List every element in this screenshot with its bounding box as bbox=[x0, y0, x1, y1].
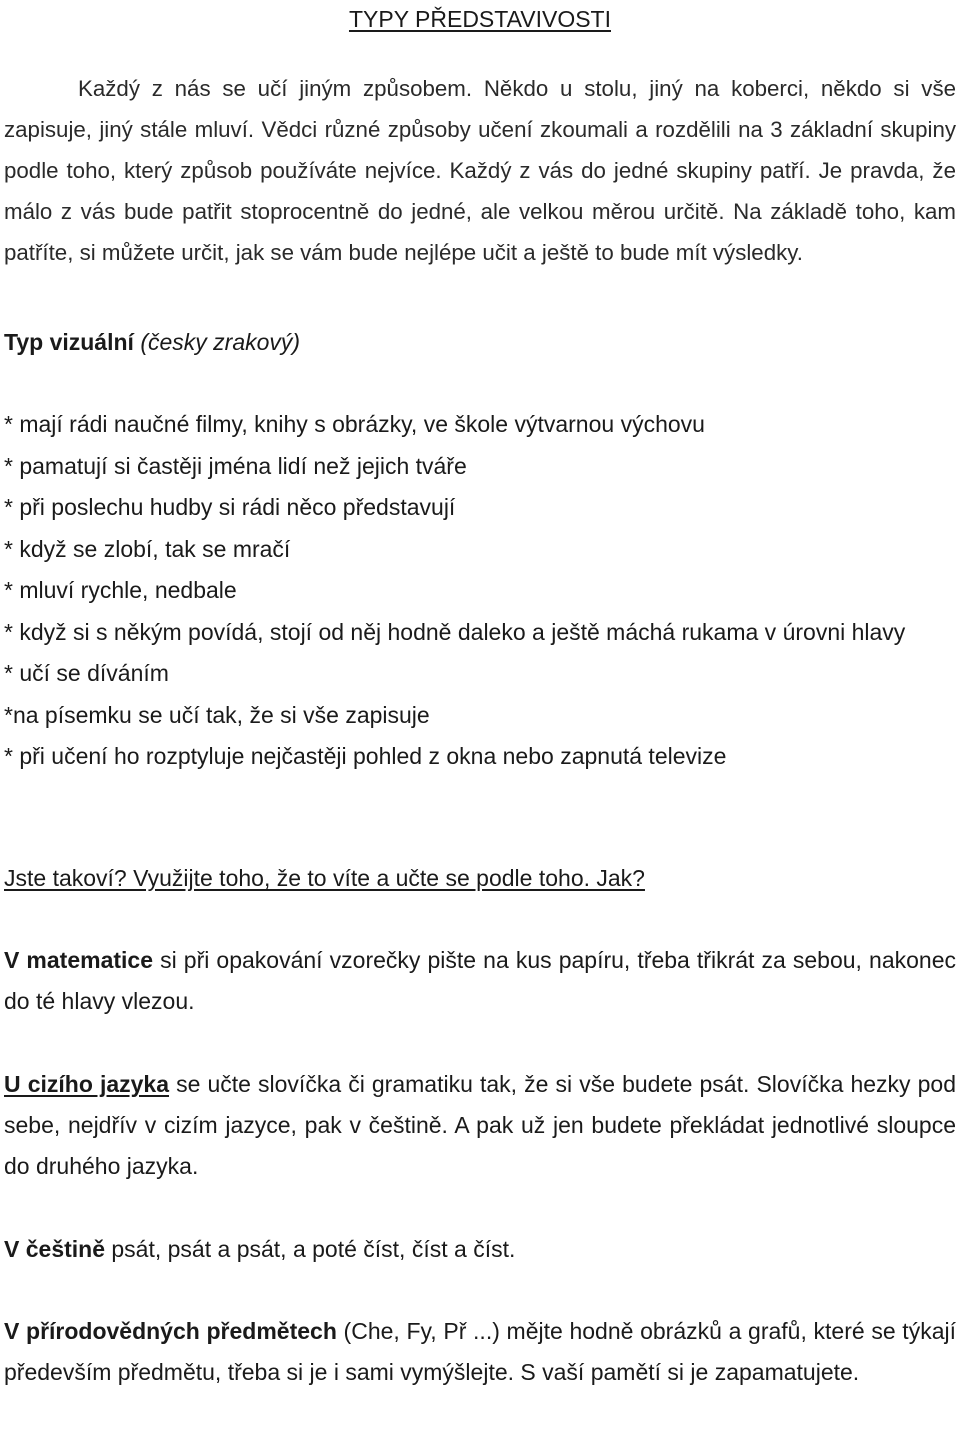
tip-science bbox=[4, 1311, 956, 1393]
trait-item: * mluví rychle, nedbale bbox=[4, 577, 237, 603]
trait-item: * mají rádi naučné filmy, knihy s obrázky, ve škole výtvarnou výchovu bbox=[4, 411, 705, 437]
tip-math-lead: V matematice bbox=[4, 947, 153, 973]
intro-paragraph bbox=[4, 68, 956, 273]
trait-item: * když si s někým povídá, stojí od něj hodně daleko a ještě máchá rukama v úrovni hlavy bbox=[4, 618, 906, 645]
question-line: Jste takoví? Využijte toho, že to víte a učte se podle toho. Jak? bbox=[4, 865, 645, 891]
tip-czech-lead: V češtině bbox=[4, 1236, 105, 1262]
intro-sentence-3: Na základě toho, kam patříte, si můžete určit, jak se vám bude nejlépe učit a ještě to bude mít výsledky. bbox=[4, 199, 956, 265]
tip-math-text: si při opakování vzorečky pište na kus papíru, třeba třikrát za sebou, nakonec do té hlavy vlezou. bbox=[4, 947, 956, 1014]
intro-sentence-2: Je pravda, že málo z vás bude patřit stoprocentně do jedné, ale velkou měrou určitě. bbox=[4, 158, 956, 224]
trait-item: * pamatují si častěji jména lidí než jejich tváře bbox=[4, 452, 467, 479]
tip-science-lead: V přírodovědných předmětech bbox=[4, 1318, 337, 1344]
type-heading-note: (česky zrakový) bbox=[133, 329, 301, 355]
intro-sentence-1: Každý z nás se učí jiným způsobem. Někdo u stolu, jiný na koberci, někdo si vše zapisuje, jiný stále mluví. Vědci různé způsoby učení zkoumali a rozdělili na 3 základní skupiny podle toho, který způsob používáte nejvíce. Každý z vás do jedné skupiny patří. bbox=[4, 76, 956, 183]
tip-foreign-language-lead: U cizího jazyka bbox=[4, 1071, 170, 1097]
trait-item: *na písemku se učí tak, že si vše zapisuje bbox=[4, 701, 430, 728]
document-title: TYPY PŘEDSTAVIVOSTI bbox=[348, 6, 611, 32]
tip-foreign-language-text: se učte slovíčka či gramatiku tak, že si vše budete psát. Slovíčka hezky pod sebe, nejdřív v cizím jazyce, pak v češtině. A pak už jen budete překládat jednotlivé sloupce do druhého jazyka. bbox=[4, 1071, 956, 1179]
trait-item: * učí se díváním bbox=[4, 660, 169, 686]
trait-item: * při učení ho rozptyluje nejčastěji pohled z okna nebo zapnutá televize bbox=[4, 743, 727, 769]
trait-list bbox=[4, 404, 956, 778]
tip-czech bbox=[4, 1229, 956, 1270]
trait-item: * když se zlobí, tak se mračí bbox=[4, 535, 291, 562]
tip-math bbox=[4, 940, 956, 1022]
trait-item: * při poslechu hudby si rádi něco představují bbox=[4, 494, 456, 520]
tip-czech-text: psát, psát a psát, a poté číst, číst a číst. bbox=[105, 1236, 516, 1262]
tip-foreign-language bbox=[4, 1064, 956, 1187]
type-heading-name: Typ vizuální bbox=[4, 329, 134, 355]
tip-science-text: (Che, Fy, Př ...) mějte hodně obrázků a grafů, které se týkají především předmětu, třeba si je i sami vymýšlejte. S vaší pamětí si je zapamatujete. bbox=[4, 1318, 956, 1385]
type-heading bbox=[4, 322, 956, 363]
